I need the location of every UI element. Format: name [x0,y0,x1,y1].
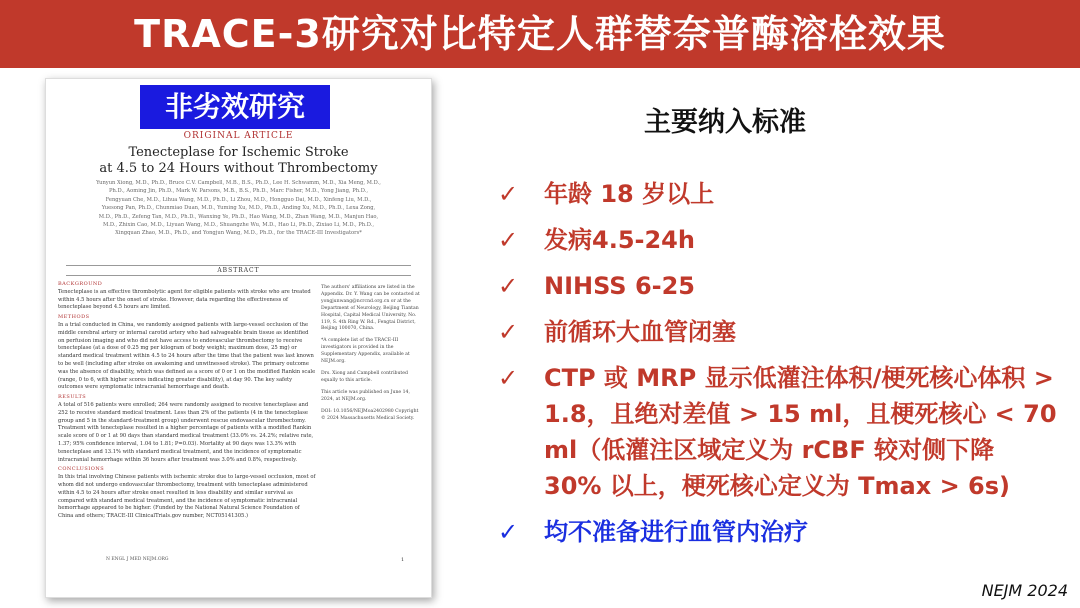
criterion-text: NIHSS 6-25 [544,272,696,300]
study-type-tag: 非劣效研究 [140,85,330,129]
criterion-item [498,176,1058,212]
contribution-note: Drs. Xiong and Campbell contributed equally to this article. [321,370,408,383]
check-icon: ✓ [498,226,519,254]
criterion-text: 均不准备进行血管内治疗 [544,518,808,546]
criterion-item [498,514,1058,550]
article-authors: Yunyun Xiong, M.D., Ph.D., Bruce C.V. Campbell, M.B., B.S., Ph.D., Lee H. Schwamm, M.D., Xia Meng, M.D., Ph.D., Aoming Jin, Ph.D., Mark W. Parsons, M.B., B.S., Ph.D., Marc Fisher, M.D., Yong Jiang, Ph.D., Fengyuan Che, M.D., Lihua Wang, M.D., Ph.D., Li Zhou, M.D., Hongguo Dai, M.D., Xinfeng Liu, M.D., Yuesong Pan, Ph.D., Chunmiao Duan, M.D., Yuming Xu, M.D., Ph.D., Anding Xu, M.D., Ph.D., Lexa Zong, M.D., Ph.D., Zefeng Tan, M.D., Ph.D., Wanxing Ye, Ph.D., Hao Wang, M.D., Zhan Wang, M.D., Manjun Hao, M.D., Zhixin Cao, M.D., Liyuan Wang, M.D., Shuangzhe Wu, M.D., Hao Li, Ph.D., Zixiao Li, M.D., Ph.D., Xingquan Zhao, M.D., Ph.D., and Yongjun Wang, M.D., Ph.D., for the TRACE-III Investigators* [96,180,381,237]
article-title [66,145,411,177]
results-label: RESULTS [58,394,87,401]
criterion-item [498,314,1058,350]
affiliation-note: The authors' affiliations are listed in the Appendix. Dr. Y. Wang can be contacted at yongjunwang@ncrcnd.org.cn or at the Department of Neurology, Beijing Tiantan Hospital, Capital Medical University, No. 119, S. 4th Ring W. Rd., Fengtai District, Beijing 100070, China. [321,285,420,332]
check-icon: ✓ [498,518,519,546]
background-text: Tenecteplase is an effective thrombolytic agent for eligible patients with stroke who are treated within 4.5 hours after the onset of stroke. However, data regarding the effectiveness of tenecteplase beyond 4.5 hours are limited. [58,288,311,311]
source-citation: NEJM 2024 [981,581,1068,600]
methods-label: METHODS [58,314,90,321]
criterion-text: CTP 或 MRP 显示低灌注体积/梗死核心体积 > 1.8，且绝对差值 > 15 ml，且梗死核心 < 70 ml（低灌注区域定义为 rCBF 较对侧下降 30% 以上，梗死核心定义为 Tmax > 6s) [544,364,1057,500]
check-icon: ✓ [498,180,519,208]
check-icon: ✓ [498,318,519,346]
article-section-label: ORIGINAL ARTICLE [183,131,294,141]
abstract-heading: ABSTRACT [66,265,411,276]
investigators-note: *A complete list of the TRACE-III investigators is provided in the Supplementary Appendix, available at NEJM.org. [321,338,410,365]
doi-note: DOI: 10.1056/NEJMoa2402980 Copyright © 2024 Massachusetts Medical Society. [321,408,419,421]
criteria-list [498,176,1058,560]
criterion-item [498,360,1058,504]
conclusions-label: CONCLUSIONS [58,466,105,473]
article-thumbnail [45,78,432,598]
criterion-text: 发病4.5-24h [544,226,695,254]
slide-title: TRACE-3研究对比特定人群替奈普酶溶栓效果 [0,0,1080,68]
criteria-heading: 主要纳入标准 [644,107,806,138]
check-icon: ✓ [498,364,519,392]
article-sidebar-notes [321,285,421,427]
criterion-item [498,222,1058,258]
article-title-line2: at 4.5 to 24 Hours without Thrombectomy [99,161,378,176]
article-page-number: 1 [401,557,405,563]
results-text: A total of 516 patients were enrolled; 264 were randomly assigned to receive tenecteplase and 252 to receive standard medical treatment. Less than 2% of the patients (4 in the tenecteplase group and 5 in the standard-treatment group) underwent rescue endovascular thrombectomy. Treatment with tenecteplase resulted in a higher percentage of patients with a modified Rankin scale score of 0 or 1 at 90 days than standard medical treatment (33.0% vs. 24.2%; relative rate, 1.37; 95% confidence interval, 1.04 to 1.81; P=0.03). Mortality at 90 days was 13.3% with tenecteplase and 13.1% with standard medical treatment, and the incidence of symptomatic intracranial hemorrhage within 36 hours after treatment was 3.0% and 0.8%, respectively. [58,401,314,463]
abstract-body [58,279,316,521]
article-footer: N ENGL J MED NEJM.ORG [106,557,169,562]
publication-note: This article was published on June 14, 2024, at NEJM.org. [321,389,410,402]
conclusions-text: In this trial involving Chinese patients with ischemic stroke due to large-vessel occlusion, most of whom did not undergo endovascular thrombectomy, treatment with tenecteplase administered within 4.5 to 24 hours after stroke onset resulted in less disability and similar survival as compared with standard medical treatment, and the incidence of symptomatic intracranial hemorrhage appeared to be higher. (Funded by the National Natural Science Foundation of China and others; TRACE-III ClinicalTrials.gov number, NCT05141305.) [58,474,316,520]
criterion-text: 前循环大血管闭塞 [544,318,736,346]
criterion-text: 年龄 18 岁以上 [544,180,715,208]
methods-text: In a trial conducted in China, we randomly assigned patients with large-vessel occlusion of the middle cerebral artery or internal carotid artery who had salvageable brain tissue as identified on perfusion imaging and who did not have access to endovascular thrombectomy to receive tenecteplase (at a dose of 0.25 mg per kilogram of body weight; maximum dose, 25 mg) or standard medical treatment within 4.5 to 24 hours after the time that the patient was last known to be well (including after stroke on awakening and unwitnessed stroke). The primary outcome was the absence of disability, which was defined as a score of 0 or 1 on the modified Rankin scale (range, 0 to 6, with higher scores indicating greater disability), at day 90. The key safety outcomes were symptomatic intracranial hemorrhage and death. [58,321,316,391]
background-label: BACKGROUND [58,281,103,287]
criterion-item [498,268,1058,304]
article-title-line1: Tenecteplase for Ischemic Stroke [128,145,349,160]
check-icon: ✓ [498,272,519,300]
